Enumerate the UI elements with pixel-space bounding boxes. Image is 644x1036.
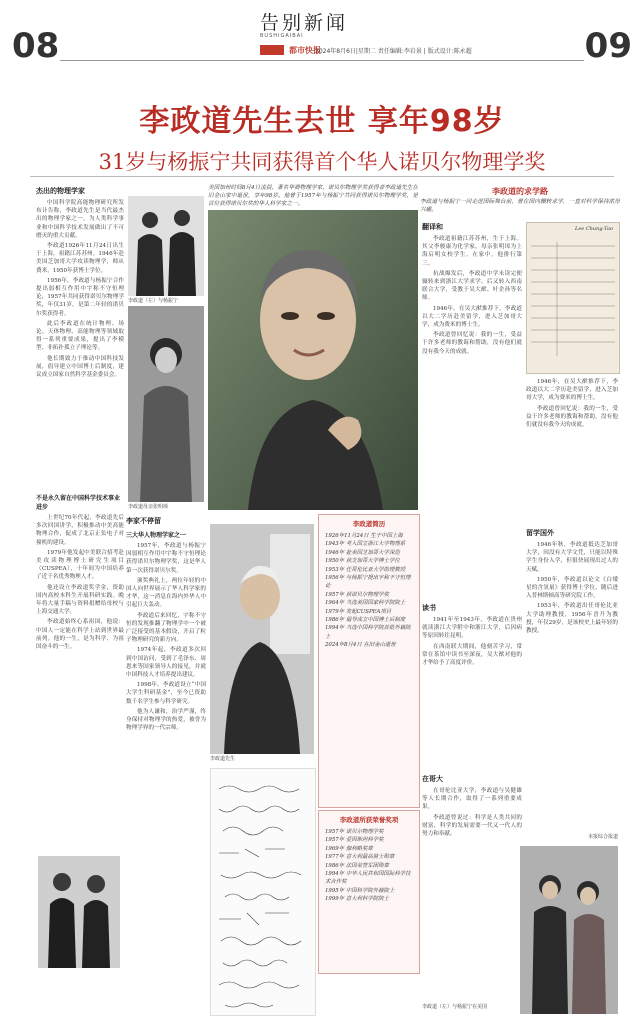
right-heading: 翻译和: [422, 223, 443, 231]
mid-heading: 李家不停留: [126, 517, 161, 525]
mid-subheading: 三大华人物理学家之一: [126, 532, 187, 539]
paragraph: 1953年，李政道出任哥伦比亚大学助理教授，1956年晋升为教授，年仅29岁，是该校史上最年轻的教授。: [526, 603, 618, 635]
photo-lee-at-blackboard: [210, 524, 314, 754]
left-heading: 杰出的物理学家: [36, 187, 85, 195]
photo-mother: [128, 306, 204, 502]
paragraph: 抗战爆发后，李政道中学未读完便辗转来到浙江大学求学，后又转入西南联合大学，受教于吴大猷、叶企孙等名师。: [422, 270, 522, 302]
paragraph: 上世纪70年代起，李政道先后多次回国讲学，积极推动中美高能物理合作，促成了北京正负电子对撞机的建设。: [36, 515, 124, 546]
timeline-list: [319, 528, 419, 654]
awards-title: 李政道所获荣誉奖项: [339, 816, 399, 824]
timeline-item: 1979年 发起CUSPEA项目: [325, 608, 392, 615]
paragraph: 他还设立李政道奖学金，资助国内高校本科生开展科研实践。晚年将大量手稿与资料捐赠给母校与上海交通大学。: [36, 584, 124, 616]
paragraph: 1941年至1943年，李政道在贵州就读浙江大学附中和浙江大学，后因病等原因转往昆明。: [422, 617, 522, 640]
paragraph: 1946年秋，李政道抵达芝加哥大学，因没有大学文凭，只能以特殊学生身份入学，但很快展现出过人的天赋。: [526, 542, 618, 573]
paragraph: 1946年，在吴大猷推荐下，李政道以大二学历赴美留学，进入芝加哥大学，成为费米的博士生。: [526, 379, 618, 402]
photo-lee-and-yang-top: [128, 196, 204, 296]
brand-name: 都市快报: [289, 46, 321, 55]
right-body-extra: [526, 378, 618, 524]
brand-logo: [260, 45, 284, 55]
byline: 本报综合报道: [587, 834, 618, 840]
paragraph: 1956年，李政道与杨振宁合作提出弱相互作用中宇称不守恒理论，1957年共同获得诺贝尔物理学奖，年仅31岁，是第二年轻的诺贝尔奖获得者。: [36, 277, 124, 317]
paragraph: 1979年他发起中美联合招考赴美攻读物理博士研究生项目（CUSPEA），十年间为中国培养了近千名优秀物理人才。: [36, 549, 124, 581]
page-number-right: 09: [584, 26, 632, 66]
photo-portrait-main: [208, 210, 418, 510]
right-body-4: [422, 787, 522, 907]
paragraph: 李政道曾回忆说：我的一生，受益于许多老师的教诲和帮助，没有他们就没有我今天的成就。: [422, 332, 522, 355]
timeline-item: 1986年 倡导成立中国博士后制度: [325, 617, 406, 624]
paragraph: 1957年，李政道与杨振宁因弱相互作用中宇称不守恒理论获得诺贝尔物理学奖，这是华人第一次获得诺贝尔奖。: [126, 543, 206, 574]
paragraph: 颁奖典礼上，两位年轻的中国人向世界展示了华人科学家的才华，这一消息在海内外华人中引起巨大轰动。: [126, 577, 206, 609]
right-body-3: [526, 541, 618, 841]
award-item: 1969年 伽利略奖章: [325, 845, 373, 852]
photo-lee-and-yang-bottom: [38, 856, 120, 968]
paragraph: 中国科学院高能物理研究所发布讣告称，李政道先生是当代最杰出的物理学家之一，为人类科学事业和中国科学技术发展做出了不可磨灭的重大贡献。: [36, 200, 124, 239]
timeline-item: 1994年 当选中国科学院首批外籍院士: [325, 625, 411, 640]
lead-paragraph: 美国加州时间8月4日凌晨，著名华裔物理学家、诺贝尔物理学奖获得者李政道先生在旧金山家中逝世，享年98岁。他曾于1957年与杨振宁共同获得诺贝尔物理学奖，是首位获得诺贝尔奖的华人科学家之一。: [208, 185, 418, 208]
headline: 李政道先生去世 享年98岁: [139, 104, 505, 139]
timeline-item: 1964年 当选美国国家科学院院士: [325, 600, 406, 607]
timeline-item: 1946年 赴美国芝加哥大学深造: [325, 549, 400, 556]
headline-rule: [30, 176, 614, 177]
right-body: [422, 235, 522, 595]
caption-3: 李政道（左）与杨振宁在美国: [422, 1004, 488, 1010]
paragraph: 李政道后来回忆，宇称不守恒的发现推翻了物理学中一个被广泛接受的基本假设，开启了粒子物理研究的新方向。: [126, 612, 206, 644]
page-number-left: 08: [12, 26, 60, 66]
awards-list: [319, 824, 419, 908]
subheadline: 31岁与杨振宁共同获得首个华人诺贝尔物理学奖: [98, 150, 546, 174]
photo-couple: [520, 846, 618, 1014]
timeline-box: [318, 514, 420, 808]
award-item: 1977年 意大利最高骑士勋章: [325, 854, 395, 861]
timeline-item: 1926年11月24日 生于中国上海: [325, 533, 403, 539]
award-item: 1957年 爱因斯坦科学奖: [325, 837, 384, 844]
dateline: 2024年8月6日|星期二 责任编辑:李岩景 | 版式设计:陈永超: [315, 48, 472, 55]
paragraph: 他为人谦和，治学严谨，终身保持对物理学的热爱，被誉为物理学界的一代宗师。: [126, 708, 206, 732]
far-right-top-text: [526, 378, 618, 524]
paragraph: 他长期致力于推动中国科技发展，倡导建立中国博士后制度，建议成立国家自然科学基金委员会。: [36, 355, 124, 379]
paragraph: 1946年，在吴大猷推荐下，李政道以大二学历赴美留学，进入芝加哥大学，成为费米的博士生。: [422, 305, 522, 329]
card-name: Lee Chung-Tao: [575, 226, 613, 232]
paragraph: 1998年，李政道设立“中国大学生科研基金”，至今已资助数千名学生参与科学研究。: [126, 682, 206, 705]
award-item: 1994年 中华人民共和国国际科学技术合作奖: [325, 871, 411, 886]
right-box-lead: 李政道与杨振宁一同走进国际舞台前，曾在国内辗转求学，一直对科学保持浓厚兴趣。: [420, 199, 620, 214]
header-rule: [60, 60, 584, 61]
caption-2: 李政道母亲张明璋: [128, 504, 169, 510]
award-item: 1999年 意大利科学院院士: [325, 896, 389, 903]
timeline-item: 1953年 任哥伦比亚大学助理教授: [325, 566, 406, 573]
right-heading-2: 读书: [422, 604, 436, 612]
paragraph: 1950年，李政道以论文《白矮星的含氢量》获得博士学位，随后进入普林斯顿高等研究院工作。: [526, 576, 618, 600]
award-item: 1995年 中国科学院外籍院士: [325, 887, 395, 894]
left-heading-2: 不是永久留在中国科学技术事业进步: [36, 495, 121, 511]
right-heading-4: 在哥大: [422, 775, 443, 783]
section-pinyin: BUSHIGAIBAI: [260, 33, 304, 39]
paragraph: 李政道始终心系祖国，他说：中国人一定能在科学上站到世界最前列。他的一生，是为科学、为祖国奋斗的一生。: [36, 619, 124, 651]
mid-column: [126, 516, 206, 1016]
timeline-item: 1956年 与杨振宁提出宇称不守恒理论: [325, 575, 411, 590]
left-body-2: [36, 514, 124, 834]
left-body: [36, 199, 124, 487]
timeline-item: 2024年8月4日 在旧金山逝世: [325, 642, 396, 649]
right-box-title: 李政道的求学路: [492, 187, 548, 196]
paragraph: 此后李政道在统计物理、场论、天体物理、高能物理等领域取得一系列重要成果，提出了李模型、非拓扑孤立子理论等。: [36, 320, 124, 352]
award-item: 1986年 法国荣誉军团勋章: [325, 862, 389, 869]
timeline-item: 1950年 获芝加哥大学博士学位: [325, 558, 400, 565]
award-item: 1957年 诺贝尔物理学奖: [325, 829, 384, 835]
awards-box: [318, 810, 420, 974]
right-text-column: [422, 222, 522, 1022]
paragraph: 1974年起，李政道多次回到中国访问，受到了毛泽东、周恩来等国家领导人的接见，并就中国科技人才培养提出建议。: [126, 647, 206, 679]
right-heading-3: 留学国外: [526, 529, 554, 537]
caption-4: 李政道先生: [210, 756, 236, 762]
paragraph: 李政道曾回忆说：我的一生，受益于许多老师的教诲和帮助，没有他们就没有我今天的成就。: [526, 405, 618, 429]
section-title: 告别新闻: [260, 12, 349, 34]
mid-body: [126, 542, 206, 1012]
timeline-item: 1943年 考入国立浙江大学物理系: [325, 541, 406, 548]
photo-registration-card: [526, 222, 620, 374]
photo-handwritten-manuscript: [210, 768, 316, 1016]
timeline-title: 李政道简历: [352, 520, 386, 528]
right-body-2: [422, 616, 522, 766]
paragraph: 李政道曾说过：科学是人类共同的财富，科学的发展需要一代又一代人的努力和奉献。: [422, 814, 522, 838]
paragraph: 在西南联大期间，他刻苦学习，常常在茶馆中读书至深夜，吴大猷对他的才华给予了高度评价。: [422, 643, 522, 667]
paragraph: 在哥伦比亚大学，李政道与吴健雄等人长期合作，取得了一系列重要成果。: [422, 788, 522, 811]
timeline-item: 1957年 获诺贝尔物理学奖: [325, 591, 389, 598]
paragraph: 李政道祖籍江苏苏州，生于上海。其父李骏康为化学家，母亲张明璋为上海启明女校学生。在家中，他排行第三。: [422, 236, 522, 267]
paragraph: 李政道1926年11月24日出生于上海，祖籍江苏苏州。1946年赴美国芝加哥大学攻读物理学，师从费米，1950年获博士学位。: [36, 243, 124, 274]
caption-1: 李政道（左）与杨振宁: [128, 298, 179, 304]
